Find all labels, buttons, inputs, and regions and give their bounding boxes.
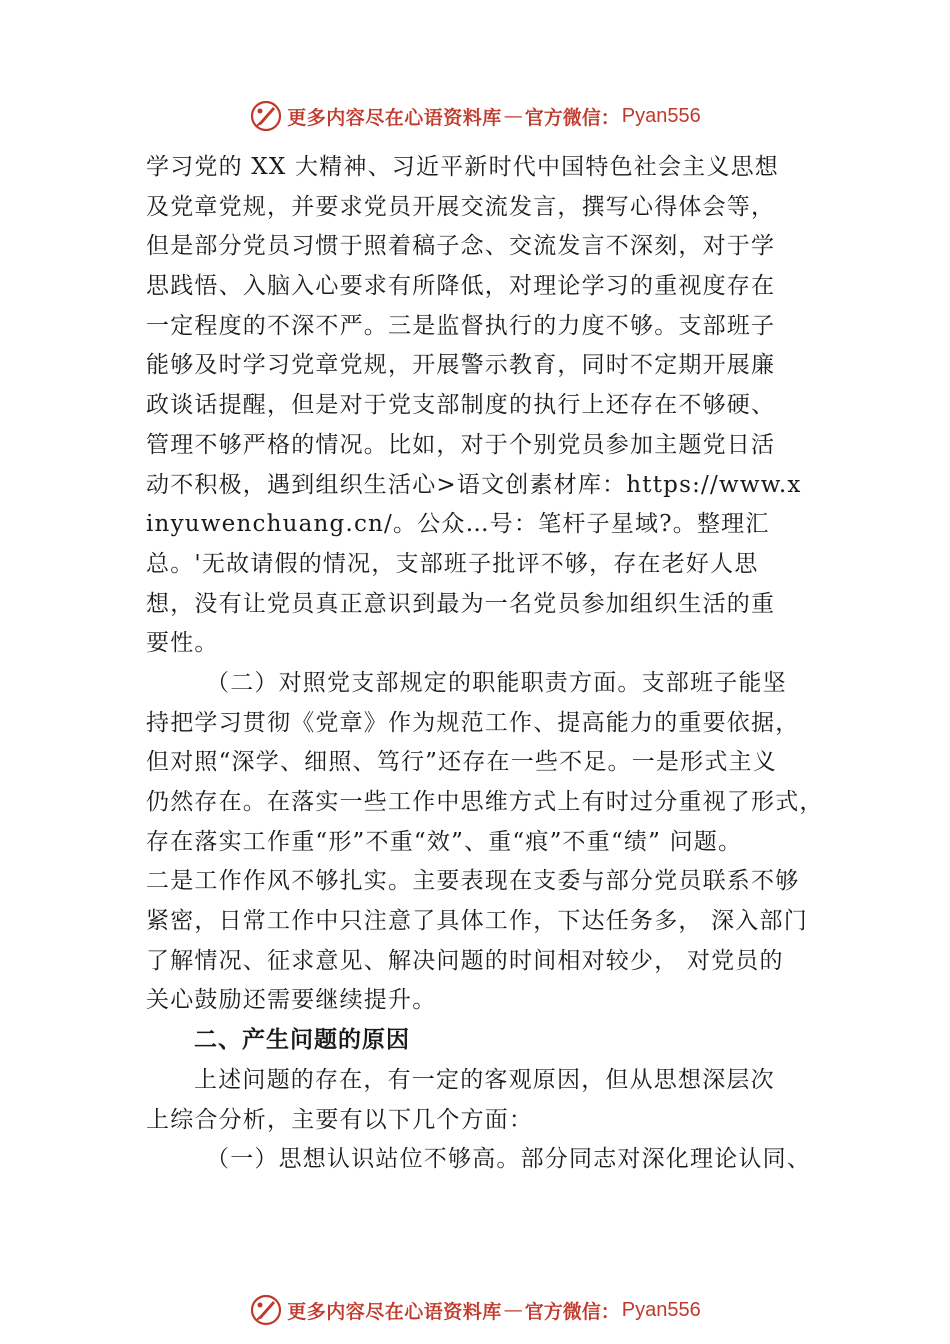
body-line: （一）思想认识站位不够高。部分同志对深化理论认同、 — [206, 1146, 811, 1173]
banner-dash: — — [503, 105, 523, 127]
body-line: 二是工作作风不够扎实。主要表现在支委与部分党员联系不够 — [146, 868, 800, 895]
banner-slogan: 更多内容尽在心语资料库 — [287, 106, 502, 129]
footer-banner — [0, 1290, 950, 1330]
section-heading: 二、产生问题的原因 — [194, 1027, 410, 1054]
banner-wechat-id: Pyan556 — [621, 104, 701, 127]
body-line: 关心鼓励还需要继续提升。 — [146, 987, 437, 1014]
body-line: 总。'无故请假的情况，支部班子批评不够，存在老好人思 — [146, 550, 759, 577]
banner-wechat-id: Pyan556 — [621, 1298, 701, 1321]
body-line: 思践悟、入脑入心要求有所降低，对理论学习的重视度存在 — [146, 273, 776, 300]
body-line: 上述问题的存在，有一定的客观原因，但从思想深层次 — [194, 1066, 775, 1093]
banner-dash: — — [503, 1299, 523, 1321]
body-line: 及党章党规，并要求党员开展交流发言，撰写心得体会等， — [146, 193, 776, 220]
body-line: 想，没有让党员真正意识到最为一名党员参加组织生活的重 — [146, 590, 776, 617]
body-line: 但对照“深学、细照、笃行”还存在一些不足。一是形式主义 — [146, 749, 777, 776]
banner-wechat-label: 官方微信： — [524, 106, 620, 129]
quill-logo-icon — [249, 1293, 283, 1327]
body-line: 仍然存在。在落实一些工作中思维方式上有时过分重视了形式， — [146, 789, 824, 815]
banner-wechat-label: 官方微信： — [524, 1300, 620, 1323]
body-line: 管理不够严格的情况。比如，对于个别党员参加主题党日活 — [146, 431, 776, 458]
body-line: 紧密，日常工作中只注意了具体工作，下达任务多， 深入部门 — [146, 908, 808, 935]
body-line: 政谈话提醒，但是对于党支部制度的执行上还存在不够硬、 — [146, 392, 776, 419]
body-line: 动不积极，遇到组织生活心>语文创素材库：https://www.x — [146, 471, 802, 498]
body-line: inyuwenchuang.cn/。公众…号：笔杆子星域?。整理汇 — [146, 511, 770, 538]
body-line: （二）对照党支部规定的职能职责方面。支部班子能坚 — [206, 669, 787, 696]
body-line: 上综合分析，主要有以下几个方面： — [146, 1106, 534, 1133]
body-line: 要性。 — [146, 630, 219, 657]
quill-logo-icon — [249, 99, 283, 133]
body-line: 了解情况、征求意见、解决问题的时间相对较少， 对党员的 — [146, 947, 784, 974]
document-body — [146, 148, 836, 1180]
body-line: 存在落实工作重“形”不重“效”、重“痕”不重“绩” 问题。 — [146, 828, 743, 855]
banner-slogan: 更多内容尽在心语资料库 — [287, 1300, 502, 1323]
body-line: 但是部分党员习惯于照着稿子念、交流发言不深刻，对于学 — [146, 233, 776, 260]
header-banner — [0, 96, 950, 136]
body-line: 学习党的 XX 大精神、习近平新时代中国特色社会主义思想 — [146, 154, 779, 180]
body-line: 能够及时学习党章党规，开展警示教育，同时不定期开展廉 — [146, 352, 776, 379]
body-line: 一定程度的不深不严。三是监督执行的力度不够。支部班子 — [146, 312, 776, 339]
body-line: 持把学习贯彻《党章》作为规范工作、提高能力的重要依据， — [146, 709, 800, 736]
